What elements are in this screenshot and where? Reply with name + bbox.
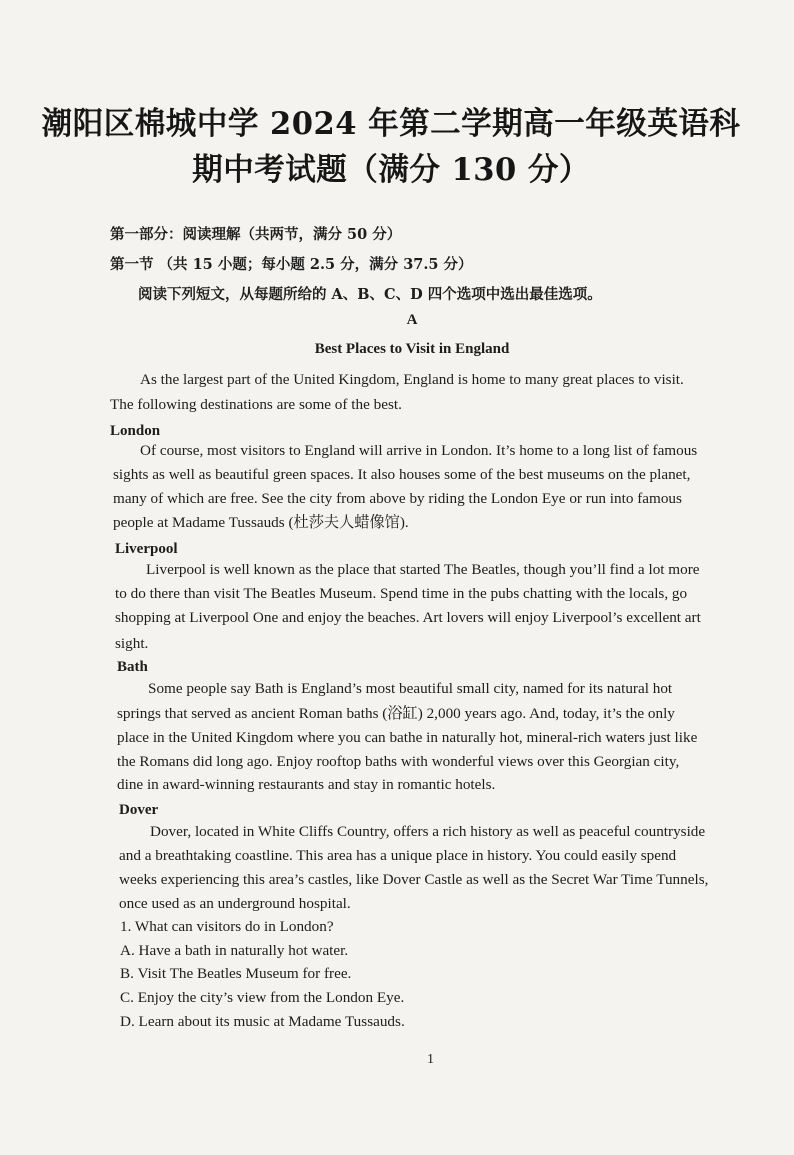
london-line: many of which are free. See the city from above by riding the London Eye or run into famous <box>113 490 682 507</box>
page-number: 1 <box>427 1052 434 1067</box>
bath-line: Some people say Bath is England’s most beautiful small city, named for its natural hot <box>148 680 673 697</box>
liverpool-line: shopping at Liverpool One and enjoy the beaches. Art lovers will enjoy Liverpool’s excellent art <box>115 609 701 626</box>
question-option: B. Visit The Beatles Museum for free. <box>120 965 352 982</box>
dover-line: Dover, located in White Cliffs Country, offers a rich history as well as peaceful countryside <box>150 823 706 840</box>
london-line: Of course, most visitors to England will arrive in London. It’s home to a long list of famous <box>140 442 698 459</box>
dover-line: once used as an underground hospital. <box>119 895 351 912</box>
bath-heading: Bath <box>117 659 148 675</box>
instructions: 阅读下列短文，从每题所给的 A、B、C、D 四个选项中选出最佳选项。 <box>138 286 602 303</box>
dover-line: and a breathtaking coastline. This area has a unique place in history. You could easily spend <box>119 847 677 864</box>
bath-line: the Romans did long ago. Enjoy rooftop baths with wonderful views over this Georgian city, <box>117 753 680 770</box>
exam-title-line2: 期中考试题（满分 130 分） <box>192 152 590 188</box>
question-option: D. Learn about its music at Madame Tussauds. <box>120 1013 405 1030</box>
exam-title-line1: 潮阳区棉城中学 2024 年第二学期高一年级英语科 <box>41 106 741 142</box>
london-heading: London <box>110 423 161 439</box>
bath-line: place in the United Kingdom where you can bathe in naturally hot, mineral-rich waters just like <box>117 729 698 746</box>
intro-line: The following destinations are some of the best. <box>110 396 402 413</box>
dover-line: weeks experiencing this area’s castles, like Dover Castle as well as the Secret War Time Tunnels, <box>119 871 709 888</box>
question-option: A. Have a bath in naturally hot water. <box>120 942 349 959</box>
intro-line: As the largest part of the United Kingdom, England is home to many great places to visit. <box>140 371 684 388</box>
question-stem: 1. What can visitors do in London? <box>120 918 334 935</box>
bath-line: dine in award-winning restaurants and stay in romantic hotels. <box>117 776 496 793</box>
london-line: people at Madame Tussauds (杜莎夫人蜡像馆). <box>113 514 409 531</box>
london-line: sights as well as beautiful green spaces. It also houses some of the best museums on the planet, <box>113 466 691 483</box>
passage-letter: A <box>406 312 418 328</box>
question-option: C. Enjoy the city’s view from the London Eye. <box>120 989 405 1006</box>
liverpool-line: sight. <box>115 635 149 652</box>
liverpool-line: Liverpool is well known as the place that started The Beatles, though you’ll find a lot more <box>146 561 700 578</box>
passage-title: Best Places to Visit in England <box>314 341 510 357</box>
dover-heading: Dover <box>119 802 159 818</box>
liverpool-heading: Liverpool <box>115 541 178 557</box>
bath-line: springs that served as ancient Roman baths (浴缸) 2,000 years ago. And, today, it’s the only <box>117 705 675 722</box>
part-heading: 第一部分：阅读理解（共两节，满分 50 分） <box>110 226 402 243</box>
section-heading: 第一节 （共 15 小题；每小题 2.5 分，满分 37.5 分） <box>110 256 473 273</box>
liverpool-line: to do there than visit The Beatles Museum. Spend time in the pubs chatting with the locals, go <box>115 585 688 602</box>
